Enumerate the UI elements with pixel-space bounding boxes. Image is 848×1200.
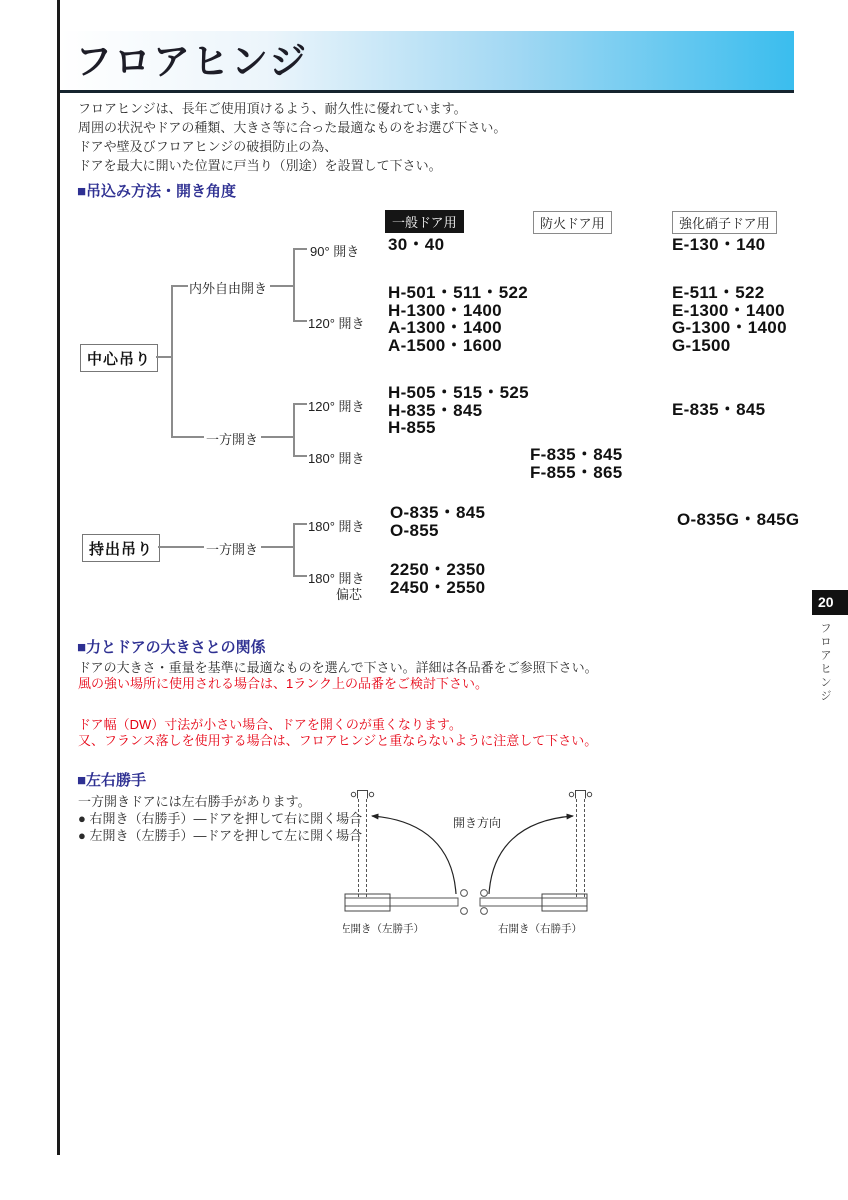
top-pivot-icon (569, 791, 591, 799)
tree-connector-line (293, 403, 295, 456)
intro-line-1: フロアヒンジは、長年ご使用頂けるよう、耐久性に優れています。 (78, 101, 467, 116)
model-line: H-1300・1400 (388, 300, 502, 320)
tree-connector-line (293, 523, 307, 525)
model-line: H-855 (388, 418, 436, 437)
column-header-fire-door: 防火ドア用 (533, 211, 612, 234)
model-line: F-835・845 (530, 445, 623, 464)
model-line: O-855 (390, 520, 439, 540)
tree-connector-line (261, 546, 294, 548)
page-title: フロアヒンジ (75, 41, 309, 82)
column-header-general-door: 一般ドア用 (385, 210, 464, 233)
top-pivot-icon (351, 791, 373, 799)
models-90deg-glass: E-130・140 (672, 235, 766, 254)
page-number-badge: 20 (812, 590, 848, 615)
models-off180-glass: O-835G・845G (677, 510, 800, 529)
power-text-red-3: 又、フランス落しを使用する場合は、フロアヒンジと重ならないように注意して下さい。 (78, 733, 598, 748)
tree-connector-line (293, 403, 307, 405)
handed-bullet-left: ● 左開き（左勝手）―ドアを押して左に開く場合 (78, 828, 363, 843)
model-line: O-835・845 (390, 503, 486, 522)
handed-bullet-right: ● 右開き（右勝手）―ドアを押して右に開く場合 (78, 811, 363, 826)
model-line: A-1300・1400 (388, 318, 502, 337)
tree-leaf-180deg-ecc: 180° 開き (308, 571, 365, 586)
left-border-rule (57, 0, 60, 1155)
handed-text-line1: 一方開きドアには左右勝手があります。 (78, 794, 311, 809)
models-120deg-general (388, 284, 528, 354)
model-line: E-1300・1400 (672, 300, 785, 320)
tree-leaf-180deg-off: 180° 開き (308, 519, 365, 534)
model-line: F-855・865 (530, 462, 623, 482)
models-one120-general (388, 384, 529, 437)
tree-connector-line (293, 455, 307, 457)
model-line: A-1500・1600 (388, 335, 502, 355)
power-text-black: ドアの大きさ・重量を基準に最適なものを選んで下さい。詳細は各品番をご参照下さい。 (78, 660, 598, 675)
direction-label: 開き方向 (452, 816, 502, 830)
tree-connector-line (293, 248, 295, 321)
tree-connector-line (158, 546, 204, 548)
left-door-plan (345, 890, 467, 915)
tree-node-one-way-offset: 一方開き (206, 542, 259, 557)
tree-leaf-eccentric: 偏芯 (336, 587, 363, 602)
model-line: E-511・522 (672, 283, 765, 302)
power-text-red-2: ドア幅（DW）寸法が小さい場合、ドアを開くのが重くなります。 (78, 717, 462, 732)
door-swing-svg (343, 786, 623, 938)
model-line: G-1300・1400 (672, 318, 787, 337)
model-line: H-501・511・522 (388, 283, 528, 302)
left-door-label: 左開き（左勝手） (343, 923, 424, 935)
model-line: H-505・515・525 (388, 383, 529, 402)
tree-leaf-120deg-one: 120° 開き (308, 399, 365, 414)
section-heading-hanging: ■吊込み方法・開き角度 (77, 183, 237, 200)
tree-connector-line (156, 356, 172, 358)
left-swing-arc-arrow (372, 816, 456, 894)
tree-connector-line (293, 523, 295, 576)
models-off180ecc-general (390, 561, 485, 596)
right-swing-arc-arrow (489, 816, 573, 894)
models-one180-fire (530, 446, 622, 481)
section-heading-handed: ■左右勝手 (77, 772, 147, 789)
model-line: 2250・2350 (390, 560, 486, 579)
column-header-glass-door: 強化硝子ドア用 (672, 211, 777, 234)
models-120deg-glass (672, 284, 787, 354)
section-heading-power: ■力とドアの大きさとの関係 (77, 639, 266, 656)
right-door-label: 右開き（右勝手） (498, 923, 582, 935)
tree-connector-line (293, 248, 307, 250)
tree-connector-line (270, 285, 294, 287)
tree-node-center-hung: 中心吊り (80, 344, 158, 372)
model-line: 2450・2550 (390, 577, 486, 597)
models-one120-glass: E-835・845 (672, 400, 766, 419)
tree-leaf-180deg-one: 180° 開き (308, 451, 365, 466)
tree-connector-line (171, 285, 173, 437)
door-swing-diagram (343, 786, 623, 938)
tree-leaf-90deg: 90° 開き (310, 244, 360, 259)
intro-line-4: ドアを最大に開いた位置に戸当り（別途）を設置して下さい。 (78, 158, 442, 173)
page-header (60, 31, 794, 93)
tree-leaf-120deg-free: 120° 開き (308, 316, 365, 331)
intro-paragraph (78, 99, 506, 175)
side-tab-label: フロアヒンジ (819, 622, 831, 703)
right-door-plan (480, 890, 587, 915)
model-line: H-835・845 (388, 400, 483, 420)
tree-node-offset-hung: 持出吊り (82, 534, 160, 562)
intro-line-2: 周囲の状況やドアの種類、大きさ等に合った最適なものをお選び下さい。 (78, 120, 507, 135)
tree-connector-line (171, 436, 204, 438)
power-text-red-1: 風の強い場所に使用される場合は、1ランク上の品番をご検討下さい。 (78, 676, 488, 691)
tree-connector-line (293, 320, 307, 322)
tree-node-one-way-center: 一方開き (206, 432, 259, 447)
tree-connector-line (261, 436, 294, 438)
tree-node-free-both-swing: 内外自由開き (189, 281, 268, 296)
tree-connector-line (171, 285, 188, 287)
model-line: G-1500 (672, 335, 731, 355)
models-off180-general (390, 504, 485, 539)
tree-connector-line (293, 575, 307, 577)
models-90deg-general: 30・40 (388, 235, 445, 254)
intro-line-3: ドアや壁及びフロアヒンジの破損防止の為、 (78, 139, 338, 154)
